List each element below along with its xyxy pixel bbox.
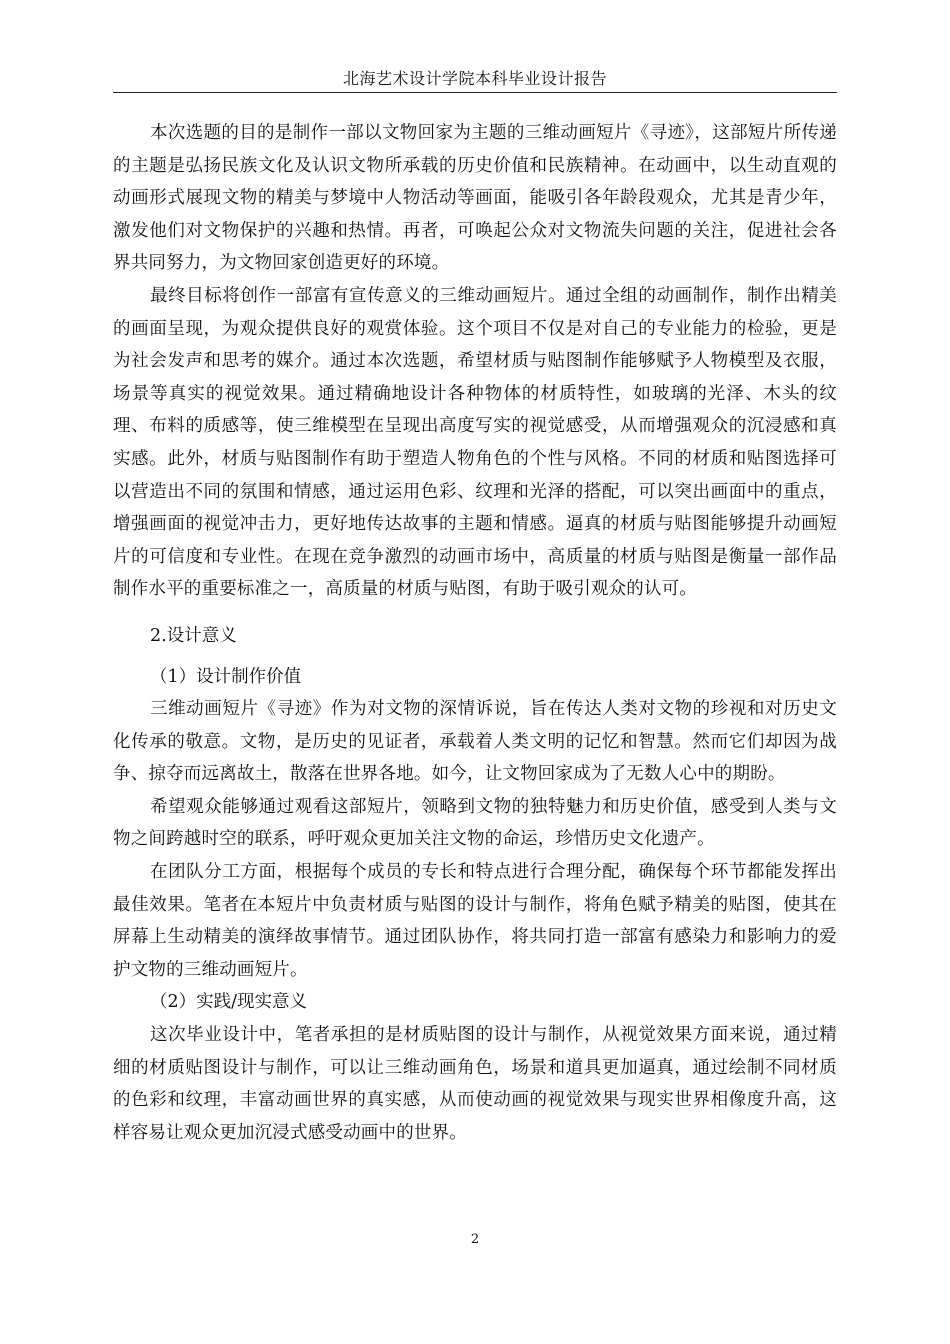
- subsection-title-value: （1）设计制作价值: [150, 666, 302, 687]
- subsection-title-practice: （2）实践/现实意义: [150, 992, 308, 1013]
- paragraph-value-2: 希望观众能够通过观看这部短片，领略到文物的独特魅力和历史价值，感受到人类与文物之间跨越时空的联系，呼吁观众更加关注文物的命运，珍惜历史文化遗产。: [113, 796, 837, 850]
- paragraph-goal: 最终目标将创作一部富有宣传意义的三维动画短片。通过全组的动画制作，制作出精美的画面呈现，为观众提供良好的观赏体验。这个项目不仅是对自己的专业能力的检验，更是为社会发声和思考的媒介。通过本次选题，希望材质与贴图制作能够赋予人物模型及衣服，场景等真实的视觉效果。通过精确地设计各种物体的材质特性，如玻璃的光泽、木头的纹理、布料的质感等，使三维模型在呈现出高度写实的视觉感受，从而增强观众的沉浸感和真实感。此外，材质与贴图制作有助于塑造人物角色的个性与风格。不同的材质和贴图选择可以营造出不同的氛围和情感，通过运用色彩、纹理和光泽的搭配，可以突出画面中的重点，增强画面的视觉冲击力，更好地传达故事的主题和情感。逼真的材质与贴图能够提升动画短片的可信度和专业性。在现在竞争激烈的动画市场中，高质量的材质与贴图是衡量一部作品制作水平的重要标准之一，高质量的材质与贴图，有助于吸引观众的认可。: [113, 285, 837, 600]
- page-header: [113, 66, 837, 93]
- paragraph-purpose: 本次选题的目的是制作一部以文物回家为主题的三维动画短片《寻迹》，这部短片所传递的主题是弘扬民族文化及认识文物所承载的历史价值和民族精神。在动画中，以生动直观的动画形式展现文物的精美与梦境中人物活动等画面，能吸引各年龄段观众，尤其是青少年，激发他们对文物保护的兴趣和热情。再者，可唤起公众对文物流失问题的关注，促进社会各界共同努力，为文物回家创造更好的环境。: [113, 123, 837, 274]
- section-title-design-significance: 2.设计意义: [150, 625, 237, 646]
- paragraph-value-3: 在团队分工方面，根据每个成员的专长和特点进行合理分配，确保每个环节都能发挥出最佳效果。笔者在本短片中负责材质与贴图的设计与制作，将角色赋予精美的贴图，使其在屏幕上生动精美的演绎故事情节。通过团队协作，将共同打造一部富有感染力和影响力的爱护文物的三维动画短片。: [113, 862, 837, 980]
- paragraph-value-1: 三维动画短片《寻迹》作为对文物的深情诉说，旨在传达人类对文物的珍视和对历史文化传承的敬意。文物，是历史的见证者，承载着人类文明的记忆和智慧。然而它们却因为战争、掠夺而远离故土，散落在世界各地。如今，让文物回家成为了无数人心中的期盼。: [113, 699, 837, 785]
- header-title: 北海艺术设计学院本科毕业设计报告: [342, 69, 607, 88]
- page-number: 2: [470, 1232, 480, 1247]
- paragraph-practice-1: 这次毕业设计中，笔者承担的是材质贴图的设计与制作，从视觉效果方面来说，通过精细的材质贴图设计与制作，可以让三维动画角色，场景和道具更加逼真，通过绘制不同材质的色彩和纹理，丰富动画世界的真实感，从而使动画的视觉效果与现实世界相像度升高，这样容易让观众更加沉浸式感受动画中的世界。: [113, 1025, 837, 1143]
- document-body: [113, 117, 837, 1149]
